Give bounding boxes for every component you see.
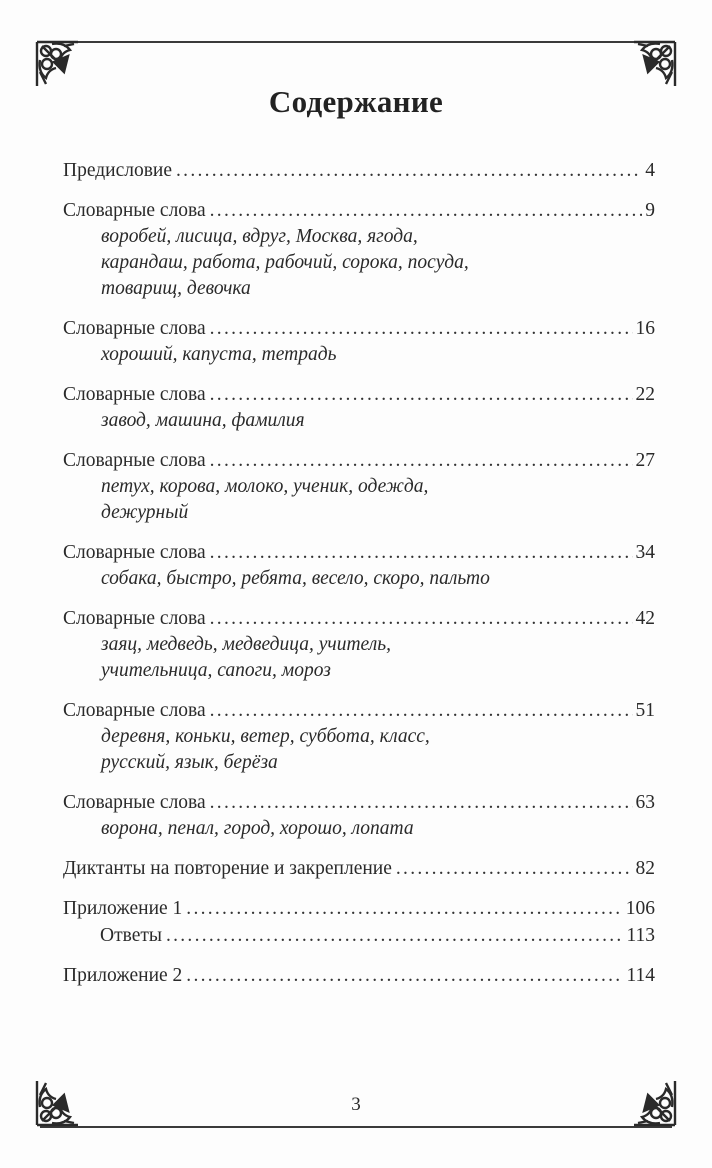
vocabulary-words: учительница, сапоги, мороз xyxy=(101,660,331,681)
toc-entry[interactable] xyxy=(63,895,655,949)
dot-leader xyxy=(210,315,633,342)
toc-entry-page: 22 xyxy=(635,384,655,405)
vocabulary-words: собака, быстро, ребята, весело, скоро, пальто xyxy=(101,568,490,589)
toc-entry[interactable] xyxy=(63,157,655,184)
dot-leader xyxy=(210,605,633,632)
vocabulary-words: русский, язык, берёза xyxy=(101,752,278,773)
toc-entry-page: 63 xyxy=(635,792,655,813)
toc-entry-page: 42 xyxy=(635,608,655,629)
toc-entry-title: Словарные слова xyxy=(63,792,206,813)
toc-entry[interactable] xyxy=(63,315,655,368)
toc-entry-title: Предисловие xyxy=(63,160,173,181)
toc-entry[interactable] xyxy=(63,789,655,842)
toc-entry-page: 34 xyxy=(635,542,655,563)
vocabulary-words: карандаш, работа, рабочий, сорока, посуда, xyxy=(101,252,469,273)
toc-entry[interactable] xyxy=(63,855,655,882)
toc-subentry-title: Ответы xyxy=(100,925,162,946)
toc-entry-title: Словарные слова xyxy=(63,384,206,405)
toc-entry[interactable] xyxy=(63,605,655,684)
toc-entry-title: Приложение 1 xyxy=(63,898,183,919)
dot-leader xyxy=(396,855,633,882)
toc-entry-page: 51 xyxy=(635,700,655,721)
dot-leader xyxy=(210,539,633,566)
toc-entry-page: 82 xyxy=(635,858,655,879)
dot-leader xyxy=(186,962,623,989)
toc-entry-page: 16 xyxy=(635,318,655,339)
dot-leader xyxy=(186,895,622,922)
toc-entry[interactable] xyxy=(63,447,655,526)
dot-leader xyxy=(210,197,643,224)
page-title: Содержание xyxy=(268,84,444,119)
toc-entry[interactable] xyxy=(63,381,655,434)
vocabulary-words: воробей, лисица, вдруг, Москва, ягода, xyxy=(101,226,418,247)
toc-subentry-page: 113 xyxy=(626,925,655,946)
toc-entry-title: Словарные слова xyxy=(63,318,206,339)
vocabulary-words: деревня, коньки, ветер, суббота, класс, xyxy=(101,726,430,747)
toc-entry-page: 4 xyxy=(645,160,655,181)
dot-leader xyxy=(210,447,633,474)
toc-entry-title: Диктанты на повторение и закрепление xyxy=(63,858,392,879)
dot-leader xyxy=(166,922,623,949)
toc-entry-title: Словарные слова xyxy=(63,542,206,563)
toc-subentry[interactable] xyxy=(63,922,655,949)
corner-ornament-icon xyxy=(34,38,80,88)
dot-leader xyxy=(210,381,633,408)
bottom-border-rule xyxy=(40,1126,672,1128)
vocabulary-words: заяц, медведь, медведица, учитель, xyxy=(101,634,391,655)
vocabulary-words: товарищ, девочка xyxy=(101,278,251,299)
top-border-rule xyxy=(60,41,652,43)
vocabulary-words: дежурный xyxy=(101,502,189,523)
toc-entry[interactable] xyxy=(63,197,655,302)
toc-entry-page: 27 xyxy=(635,450,655,471)
toc-entry[interactable] xyxy=(63,962,655,989)
toc-entry-page: 114 xyxy=(626,965,655,986)
vocabulary-words: завод, машина, фамилия xyxy=(101,410,305,431)
toc-entry-page: 9 xyxy=(645,200,655,221)
page-number: 3 xyxy=(351,1094,361,1115)
dot-leader xyxy=(176,157,642,184)
toc-entry-title: Приложение 2 xyxy=(63,965,183,986)
table-of-contents xyxy=(63,157,655,1002)
toc-entry-title: Словарные слова xyxy=(63,450,206,471)
toc-entry-page: 106 xyxy=(625,898,655,919)
toc-entry-title: Словарные слова xyxy=(63,608,206,629)
toc-entry[interactable] xyxy=(63,539,655,592)
toc-entry[interactable] xyxy=(63,697,655,776)
toc-entry-title: Словарные слова xyxy=(63,700,206,721)
dot-leader xyxy=(210,697,633,724)
vocabulary-words: хороший, капуста, тетрадь xyxy=(101,344,337,365)
vocabulary-words: петух, корова, молоко, ученик, одежда, xyxy=(101,476,429,497)
dot-leader xyxy=(210,789,633,816)
vocabulary-words: ворона, пенал, город, хорошо, лопата xyxy=(101,818,414,839)
toc-entry-title: Словарные слова xyxy=(63,200,206,221)
corner-ornament-icon xyxy=(632,38,678,88)
